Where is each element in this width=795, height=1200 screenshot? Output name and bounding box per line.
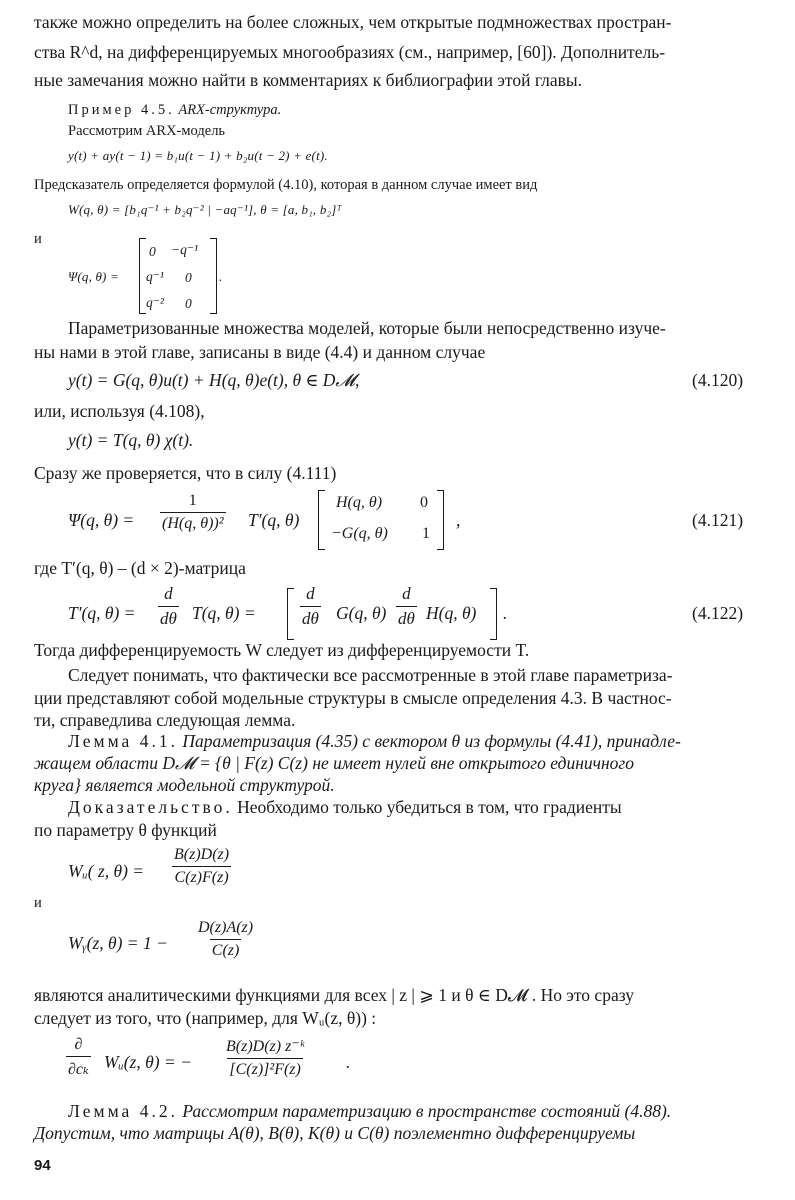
punctuation: ,: [456, 510, 461, 530]
t-prime: T′(q, θ): [248, 510, 300, 530]
text-line: также можно определить на более сложных, чем открытые подмножествах простран-: [34, 12, 672, 32]
text-line: Сразу же проверяется, что в силу (4.111): [34, 463, 337, 483]
h-term: H(q, θ): [426, 603, 477, 623]
fraction-numerator: d: [306, 584, 315, 603]
equation-wy-left: Wᵧ(z, θ) = 1 −: [68, 933, 168, 953]
connector-word: и: [34, 231, 42, 247]
proof-heading: Доказательство.: [68, 797, 233, 817]
fraction: [196, 919, 255, 960]
equation-wu-left: Wᵤ( z, θ) =: [68, 861, 145, 881]
text-line: ства R^d, на дифференцируемых многообразиях (см., например, [60]). Дополнитель-: [34, 42, 666, 62]
fraction: [160, 492, 226, 533]
matrix-bracket-right: [490, 588, 497, 640]
matrix-cell: q⁻¹: [146, 269, 164, 284]
fraction-denominator: dθ: [300, 606, 321, 629]
text-line: Следует понимать, что фактически все рассмотренные в этой главе параметриза-: [68, 665, 673, 685]
matrix-bracket-right: [437, 490, 444, 550]
punctuation: .: [346, 1052, 351, 1072]
text-line: Тогда дифференцируемость W следует из дифференцируемости T.: [34, 640, 530, 660]
text-line: являются аналитическими функциями для всех | z | ⩾ 1 и θ ∈ D𝓜 . Но это сразу: [34, 985, 635, 1005]
matrix-cell: −G(q, θ): [331, 525, 388, 542]
lemma-heading: Лемма 4.2.: [68, 1101, 178, 1121]
fraction: [172, 846, 231, 887]
fraction-numerator: D(z)A(z): [198, 919, 254, 936]
matrix-cell: H(q, θ): [336, 494, 383, 511]
example-title-italic: ARX-структура.: [178, 102, 282, 118]
equation-4-120: y(t) = G(q, θ)u(t) + H(q, θ)e(t), θ ∈ D𝓜,: [68, 370, 360, 390]
text-line: где T′(q, θ) – (d × 2)-матрица: [34, 558, 246, 578]
lemma-text: круга} является модельной структурой.: [34, 775, 335, 795]
fraction-denominator: ∂cₖ: [66, 1056, 91, 1079]
equation-number: (4.120): [692, 370, 744, 390]
fraction-denominator: [C(z)]²F(z): [227, 1058, 302, 1079]
matrix-cell: 0: [420, 494, 428, 511]
equation-number: (4.121): [692, 510, 744, 530]
example-heading: [68, 103, 281, 118]
matrix-bracket-left: [318, 490, 325, 550]
fraction-denominator: (H(q, θ))²: [160, 512, 226, 533]
psi-label: Ψ(q, θ) =: [68, 269, 120, 284]
text-line: ти, справедлива следующая лемма.: [34, 710, 296, 730]
lemma-text: жащем области D𝓜 = {θ | F(z) C(z) не имеет нулей вне открытого единичного: [34, 753, 634, 773]
fraction: [224, 1036, 306, 1079]
matrix-bracket-left: [139, 238, 146, 314]
punctuation: .: [219, 269, 223, 284]
example-title: Пример 4.5.: [68, 102, 175, 118]
lemma-heading: Лемма 4.1.: [68, 731, 178, 751]
proof-line: [68, 799, 622, 817]
lemma-text: Параметризация (4.35) с вектором θ из формулы (4.41), принадле-: [182, 731, 681, 751]
fraction-numerator: ∂: [74, 1036, 83, 1053]
page-number: 94: [34, 1157, 51, 1174]
equation-4-121-left: Ψ(q, θ) =: [68, 510, 135, 530]
matrix-cell: 0: [149, 244, 156, 259]
text-line: следует из того, что (например, для Wᵤ(z, θ)) :: [34, 1008, 377, 1028]
equation-number: (4.122): [692, 603, 744, 623]
fraction-numerator: 1: [188, 492, 197, 509]
text-line: ции представляют собой модельные структуры в смысле определения 4.3. В частнос-: [34, 688, 672, 708]
lemma-text: Рассмотрим параметризацию в пространстве состояний (4.88).: [182, 1101, 672, 1121]
g-term: G(q, θ): [336, 603, 387, 623]
text-line: по параметру θ функций: [34, 820, 217, 840]
matrix-bracket-left: [287, 588, 294, 640]
text-line: Рассмотрим ARX-модель: [68, 123, 226, 139]
text-line: ные замечания можно найти в комментариях к библиографии этой главы.: [34, 70, 583, 90]
lemma-line: [68, 733, 681, 751]
matrix-cell: −q⁻¹: [171, 242, 199, 257]
text-line: Предсказатель определяется формулой (4.10), которая в данном случае имеет вид: [34, 177, 538, 193]
fraction-numerator: d: [164, 584, 173, 603]
fraction: [396, 584, 417, 629]
equation-derivative: Wᵤ(z, θ) = −: [104, 1052, 192, 1072]
fraction: [66, 1036, 91, 1079]
connector-word: и: [34, 895, 42, 911]
proof-text: Необходимо только убедиться в том, что градиенты: [237, 797, 622, 817]
matrix-cell: 1: [422, 525, 430, 542]
t-term: T(q, θ) =: [192, 603, 256, 623]
fraction-numerator: d: [402, 584, 411, 603]
matrix-cell: 0: [185, 270, 192, 285]
matrix-cell: 0: [185, 296, 192, 311]
equation-chi: y(t) = T(q, θ) χ(t).: [68, 430, 194, 450]
fraction-denominator: dθ: [158, 606, 179, 629]
fraction-denominator: dθ: [396, 606, 417, 629]
lemma-line: [68, 1103, 671, 1121]
equation-arx: y(t) + ay(t − 1) = b₁u(t − 1) + b₂u(t − 2) + e(t).: [68, 148, 328, 163]
matrix-bracket-right: [210, 238, 217, 314]
lemma-text: Допустим, что матрицы A(θ), B(θ), K(θ) и C(θ) поэлементно дифференцируемы: [34, 1123, 636, 1143]
text-line: или, используя (4.108),: [34, 401, 205, 421]
fraction: [158, 584, 179, 629]
fraction-denominator: C(z): [210, 939, 242, 960]
fraction-denominator: C(z)F(z): [172, 866, 230, 887]
equation-w: W(q, θ) = [b₁q⁻¹ + b₂q⁻² | −aq⁻¹], θ = [a, b₁, b₂]ᵀ: [68, 202, 342, 217]
matrix-cell: q⁻²: [146, 295, 164, 310]
fraction: [300, 584, 321, 629]
text-line: ны нами в этой главе, записаны в виде (4.4) и данном случае: [34, 342, 486, 362]
fraction-numerator: B(z)D(z): [174, 846, 230, 863]
punctuation: .: [503, 603, 508, 623]
equation-4-122-left: T′(q, θ) =: [68, 603, 136, 623]
fraction-numerator: B(z)D(z) z⁻ᵏ: [226, 1038, 305, 1055]
text-line: Параметризованные множества моделей, которые были непосредственно изуче-: [68, 318, 666, 338]
